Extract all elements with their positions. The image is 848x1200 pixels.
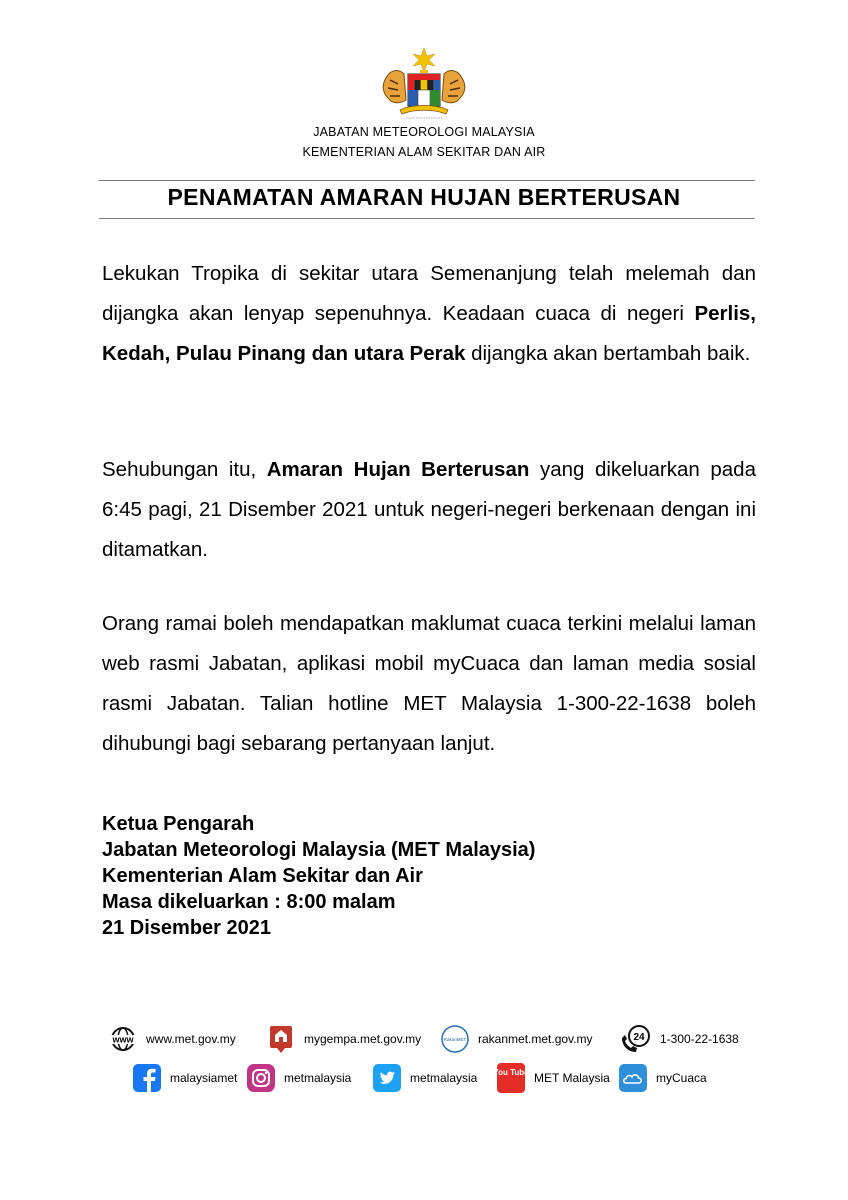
twitter-link[interactable]	[372, 1063, 477, 1093]
paragraph-2-text-a: Sehubungan itu,	[102, 458, 267, 481]
coat-of-arms-icon	[376, 44, 472, 124]
rakanmet-link[interactable]	[440, 1024, 592, 1054]
issued-date: 21 Disember 2021	[102, 917, 272, 939]
paragraph-1	[102, 254, 756, 374]
website-label: www.met.gov.my	[146, 1032, 236, 1046]
facebook-icon	[132, 1063, 162, 1093]
youtube-icon-text: You Tube	[493, 1068, 529, 1077]
www-icon-text: www	[112, 1034, 134, 1045]
paragraph-1-text-a: Lekukan Tropika di sekitar utara Semenanjung telah melemah dan dijangka akan lenyap sepenuhnya. Keadaan cuaca di negeri	[102, 262, 756, 325]
paragraph-2	[102, 450, 756, 570]
mycuaca-label: myCuaca	[656, 1071, 707, 1085]
footer-social-row	[0, 1063, 848, 1099]
paragraph-2-warning-name: Amaran Hujan Berterusan	[266, 458, 530, 481]
youtube-label: MET Malaysia	[534, 1071, 610, 1085]
youtube-icon	[493, 1063, 529, 1093]
hotline-icon-text: 24	[633, 1032, 645, 1043]
footer-contacts-row	[0, 1024, 848, 1060]
instagram-link[interactable]	[246, 1063, 351, 1093]
youtube-link[interactable]	[493, 1063, 610, 1093]
rakanmet-icon-text: RakanMET	[443, 1037, 467, 1042]
hotline-link[interactable]	[622, 1024, 739, 1054]
instagram-icon	[246, 1063, 276, 1093]
mygempa-link[interactable]	[266, 1024, 421, 1054]
earthquake-house-icon	[266, 1024, 296, 1054]
globe-icon	[108, 1024, 138, 1054]
issued-time: Masa dikeluarkan : 8:00 malam	[102, 891, 396, 913]
facebook-link[interactable]	[132, 1063, 237, 1093]
mygempa-label: mygempa.met.gov.my	[304, 1032, 422, 1046]
website-link[interactable]	[108, 1024, 236, 1054]
paragraph-1-text-c: dijangka akan bertambah baik.	[465, 342, 751, 365]
rakanmet-icon	[440, 1024, 470, 1054]
signature-title: Ketua Pengarah	[102, 813, 255, 835]
paragraph-2-text-c: yang dikeluarkan pada 6:45 pagi, 21 Disember 2021 untuk negeri-negeri berkenaan dengan ini ditamatkan.	[102, 458, 756, 561]
phone-24h-icon	[622, 1024, 652, 1054]
signature-agency: Jabatan Meteorologi Malaysia (MET Malaysia)	[102, 839, 536, 861]
page-title: PENAMATAN AMARAN HUJAN BERTERUSAN	[167, 184, 681, 210]
rakanmet-label: rakanmet.met.gov.my	[478, 1032, 593, 1046]
title-bottom-rule	[99, 218, 755, 219]
cloud-icon	[618, 1063, 648, 1093]
signature-ministry: Kementerian Alam Sekitar dan Air	[102, 865, 423, 887]
paragraph-3: Orang ramai boleh mendapatkan maklumat cuaca terkini melalui laman web rasmi Jabatan, aplikasi mobil myCuaca dan laman media sosial rasmi Jabatan. Talian hotline MET Malaysia 1-300-22-1638 boleh dihubungi bagi sebarang pertanyaan lanjut.	[102, 612, 756, 755]
paragraph-1-states: Perlis, Kedah, Pulau Pinang dan utara Perak	[102, 302, 756, 365]
twitter-label: metmalaysia	[410, 1071, 478, 1085]
hotline-label: 1-300-22-1638	[660, 1032, 739, 1046]
twitter-icon	[372, 1063, 402, 1093]
agency-name: JABATAN METEOROLOGI MALAYSIA	[313, 125, 535, 139]
ministry-name: KEMENTERIAN ALAM SEKITAR DAN AIR	[302, 145, 546, 159]
title-top-rule	[99, 180, 755, 181]
instagram-label: metmalaysia	[284, 1071, 352, 1085]
facebook-label: malaysiamet	[170, 1071, 238, 1085]
signature-block	[102, 811, 535, 941]
mycuaca-link[interactable]	[618, 1063, 707, 1093]
